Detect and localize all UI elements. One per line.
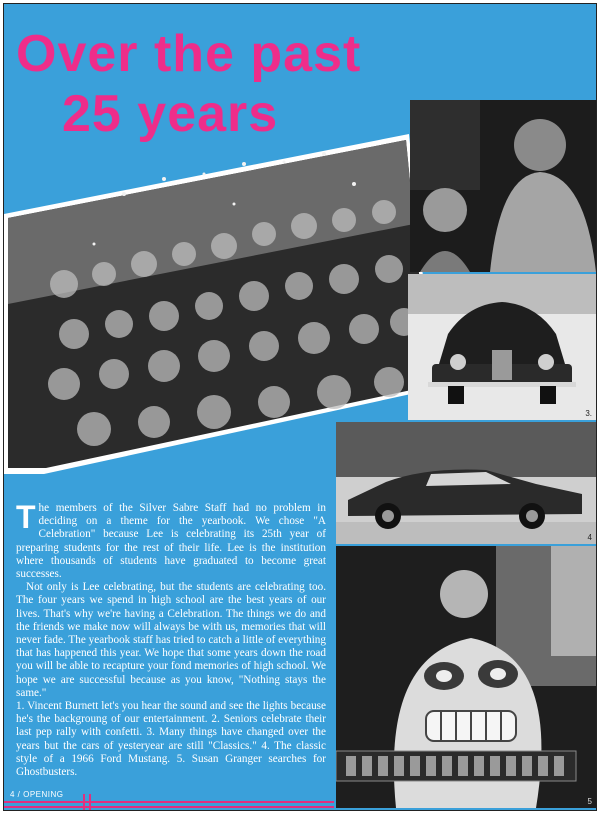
body-copy (16, 499, 326, 779)
page-folio: 4 / OPENING (10, 790, 64, 799)
page-title-line-2: 25 years (62, 85, 279, 143)
page-title-line-1: Over the past (16, 25, 362, 83)
photo-number-3: 3. (585, 409, 592, 418)
ghostbusters-costume-photo (336, 546, 596, 808)
drop-cap: T (16, 499, 36, 535)
photo-number-4: 4 (587, 533, 592, 542)
mustang-photo (336, 422, 596, 544)
yearbook-page (3, 3, 597, 811)
intro-text: he members of the Silver Sabre Staff had no problem in deciding on a theme for the yearbook. We chose "A Celebration" because Lee is celebrating its 25th year of preparing students for the rest of their life. Lee is the institution where thousands of students have graduated to become great successes. (16, 502, 326, 581)
photo-captions: 1. Vincent Burnett let's you hear the sound and see the lights because he's the backgroung of our entertainment. 2. Seniors celebrate their last pep rally with confetti. 3. Many things have changed over the years but the cars of yesteryear are still "Classics." 4. The classic style of a 1966 Ford Mustang. 5. Susan Granger searches for Ghostbusters. (16, 700, 326, 779)
photo-number-5: 5 (587, 797, 592, 806)
second-paragraph: Not only is Lee celebrating, but the students are celebrating too. The four years we spend in high school are the best years of our lives. That's why we're having a Celebration. The things we do and the friends we make now will always be with us, memories that will never fade. The yearbook staff has tried to catch a little of everything that has happened this year. We hope that some years down the road you will be able to recapture your fond memories of high school. We hope we are successful because as you know, "Nothing stays the same." (16, 581, 326, 699)
entertainment-photo (410, 100, 596, 272)
classic-car-photo (408, 274, 596, 420)
intro-paragraph (16, 499, 326, 581)
